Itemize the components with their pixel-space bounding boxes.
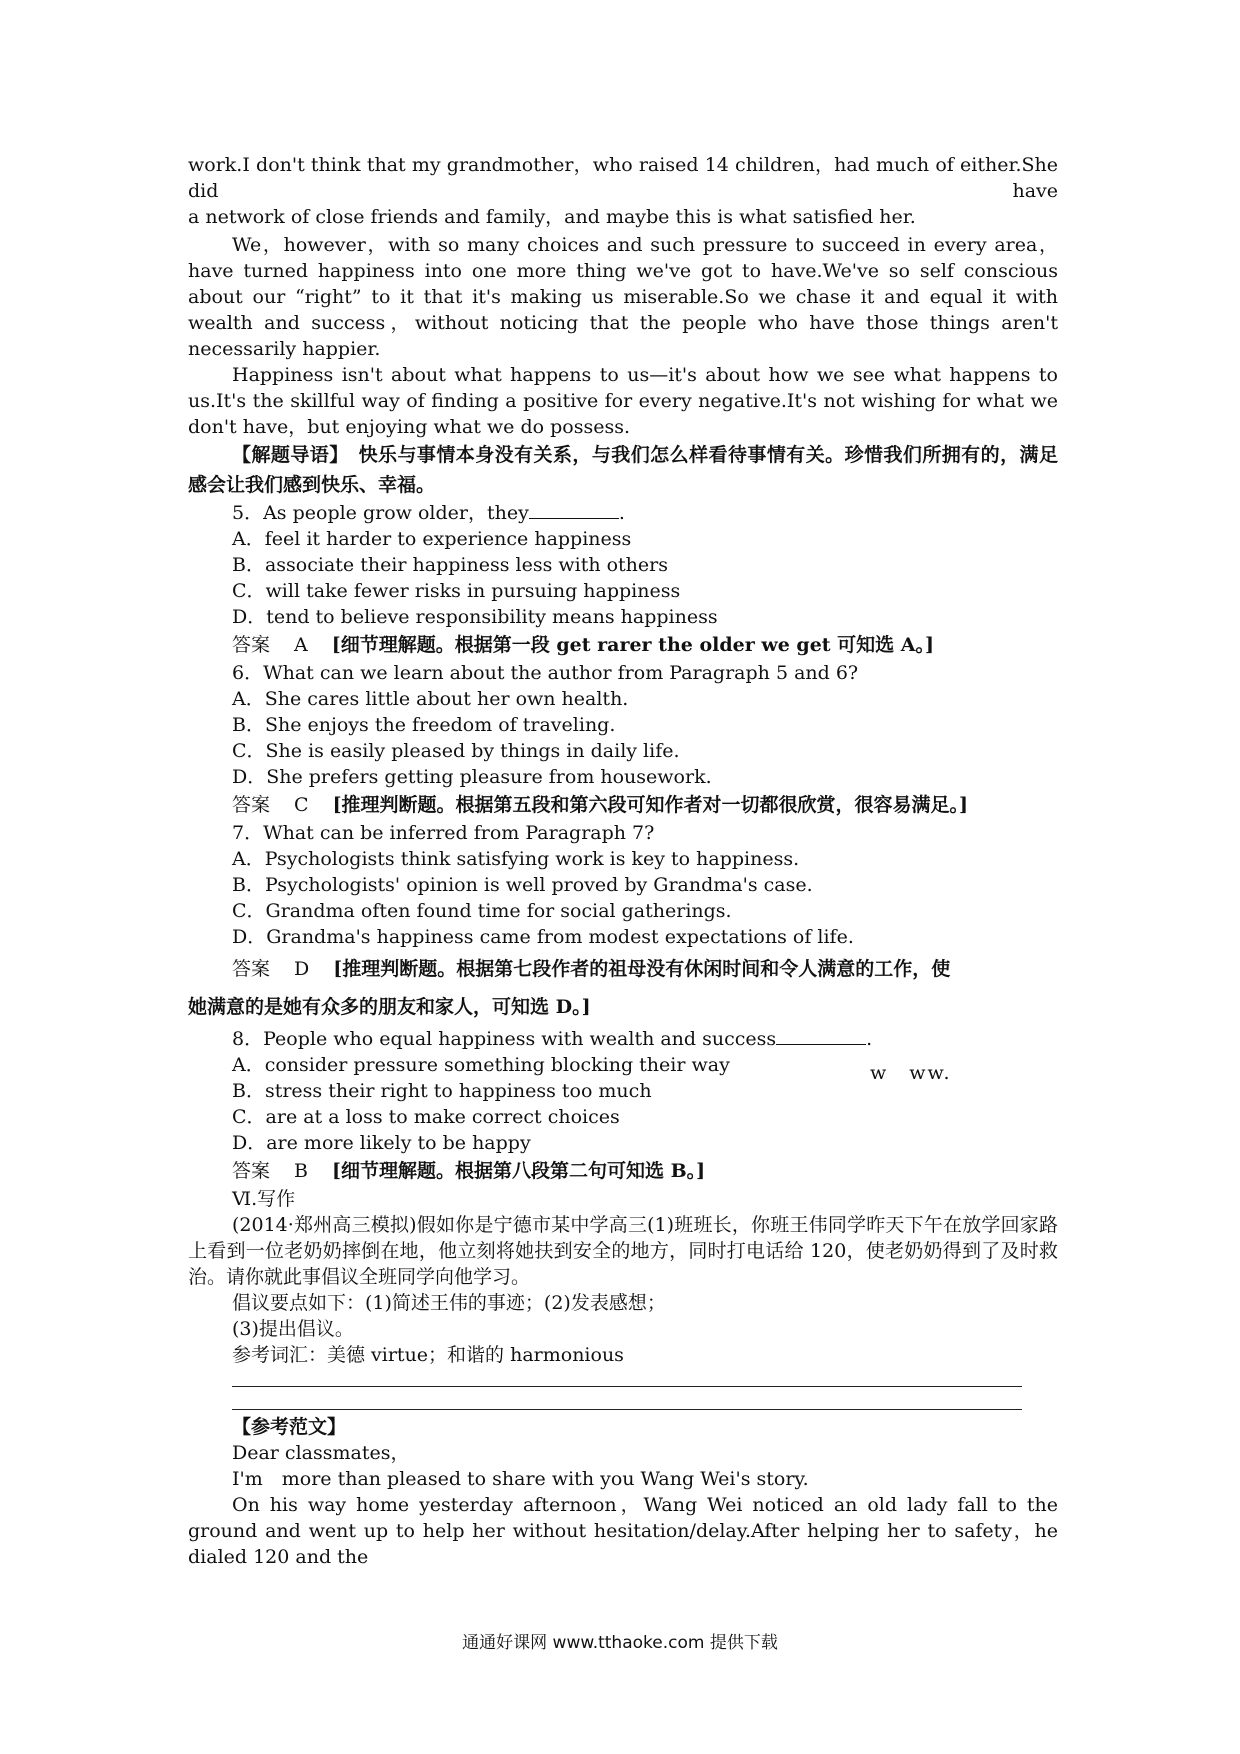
passage-line: work.I don't think that my grandmother，who raised 14 children，had much of either.She did have (188, 154, 1058, 202)
question-7 (188, 820, 1058, 1026)
answer-blank (529, 500, 619, 519)
model-essay (188, 1414, 1058, 1570)
watermark-text: w ww. (870, 1062, 952, 1084)
question-stem: 7．What can be inferred from Paragraph 7? (232, 822, 655, 844)
solution-guide: 【解题导语】 快乐与事情本身没有关系，与我们怎么样看待事情有关。珍惜我们所拥有的，满足感会让我们感到快乐、幸福。 (188, 444, 1058, 496)
writing-section (188, 1186, 1058, 1410)
question-stem: 5．As people grow older，they . (232, 502, 625, 524)
option: A．She cares little about her own health. (232, 688, 629, 710)
model-greeting: Dear classmates， (232, 1442, 410, 1464)
page-footer: 通通好课网 www.tthaoke.com 提供下载 (462, 1633, 778, 1653)
model-text: On his way home yesterday afternoon，Wang Wei noticed an old lady fall to the ground and went up to help her without hesitation/delay.After helping her to safety，he dialed 120 and the (188, 1494, 1058, 1568)
answer-line: 答案 B [细节理解题。根据第八段第二句可知选 B。] (232, 1160, 706, 1182)
option: D．are more likely to be happy (232, 1132, 531, 1154)
answer-line: 答案 D [推理判断题。根据第七段作者的祖母没有休闲时间和令人满意的工作，使 (232, 958, 951, 980)
option: A．feel it harder to experience happiness (232, 528, 632, 550)
option: D．tend to believe responsibility means happiness (232, 606, 718, 628)
option: B．associate their happiness less with others (232, 554, 668, 576)
option: A．consider pressure something blocking their way (232, 1054, 730, 1076)
option: C．She is easily pleased by things in daily life. (232, 740, 680, 762)
passage-line: a network of close friends and family，and maybe this is what satisfied her. (188, 206, 916, 228)
question-8 (188, 1026, 1058, 1186)
writing-prompt: (2014·郑州高三模拟)假如你是宁德市某中学高三(1)班班长，你班王伟同学昨天下午在放学回家路上看到一位老奶奶摔倒在地，他立刻将她扶到安全的地方，同时打电话给 120，使老奶奶得到了及时救治。请你就此事倡议全班同学向他学习。 (188, 1214, 1058, 1288)
passage-paragraph: Happiness isn't about what happens to us—it's about how we see what happens to us.It's the skillful way of finding a positive for every negative.It's not wishing for what we don't have，but enjoying what we do possess. (188, 364, 1058, 438)
option: B．stress their right to happiness too much (232, 1080, 652, 1102)
question-stem: 6．What can we learn about the author from Paragraph 5 and 6? (232, 662, 859, 684)
reference-vocab: 参考词汇：美德 virtue；和谐的 harmonious (232, 1344, 624, 1366)
section-heading: Ⅵ.写作 (232, 1188, 296, 1210)
passage-paragraph: We，however，with so many choices and such pressure to succeed in every area，have turned happiness into one more thing we've got to have.We've so self conscious about our “right” to it that it's making us miserable.So we chase it and equal it with wealth and success，without noticing that the people who have those things aren't necessarily happier. (188, 234, 1058, 360)
document-body (188, 152, 1058, 1570)
option: C．will take fewer risks in pursuing happiness (232, 580, 681, 602)
option: D．Grandma's happiness came from modest expectations of life. (232, 926, 854, 948)
question-6 (188, 660, 1058, 820)
answer-line: 答案 C [推理判断题。根据第五段和第六段可知作者对一切都很欣赏，很容易满足。] (232, 794, 969, 816)
model-text: I'm more than pleased to share with you Wang Wei's story. (232, 1468, 809, 1490)
answer-rule (232, 1409, 1022, 1410)
answer-line-continued: 她满意的是她有众多的朋友和家人，可知选 D。] (188, 996, 591, 1018)
question-stem: 8．People who equal happiness with wealth and success . (232, 1028, 873, 1050)
option: D．She prefers getting pleasure from housework. (232, 766, 712, 788)
writing-points: 倡议要点如下：(1)简述王伟的事迹；(2)发表感想； (232, 1292, 666, 1314)
answer-blank (776, 1026, 866, 1045)
option: C．are at a loss to make correct choices (232, 1106, 620, 1128)
question-5 (188, 500, 1058, 660)
option: C．Grandma often found time for social gatherings. (232, 900, 732, 922)
option: B．She enjoys the freedom of traveling. (232, 714, 616, 736)
writing-points: (3)提出倡议。 (232, 1318, 354, 1340)
option: B．Psychologists' opinion is well proved by Grandma's case. (232, 874, 813, 896)
option: A．Psychologists think satisfying work is key to happiness. (232, 848, 800, 870)
model-heading: 【参考范文】 (232, 1416, 347, 1438)
answer-line: 答案 A [细节理解题。根据第一段 get rarer the older we get 可知选 A。] (232, 634, 935, 656)
